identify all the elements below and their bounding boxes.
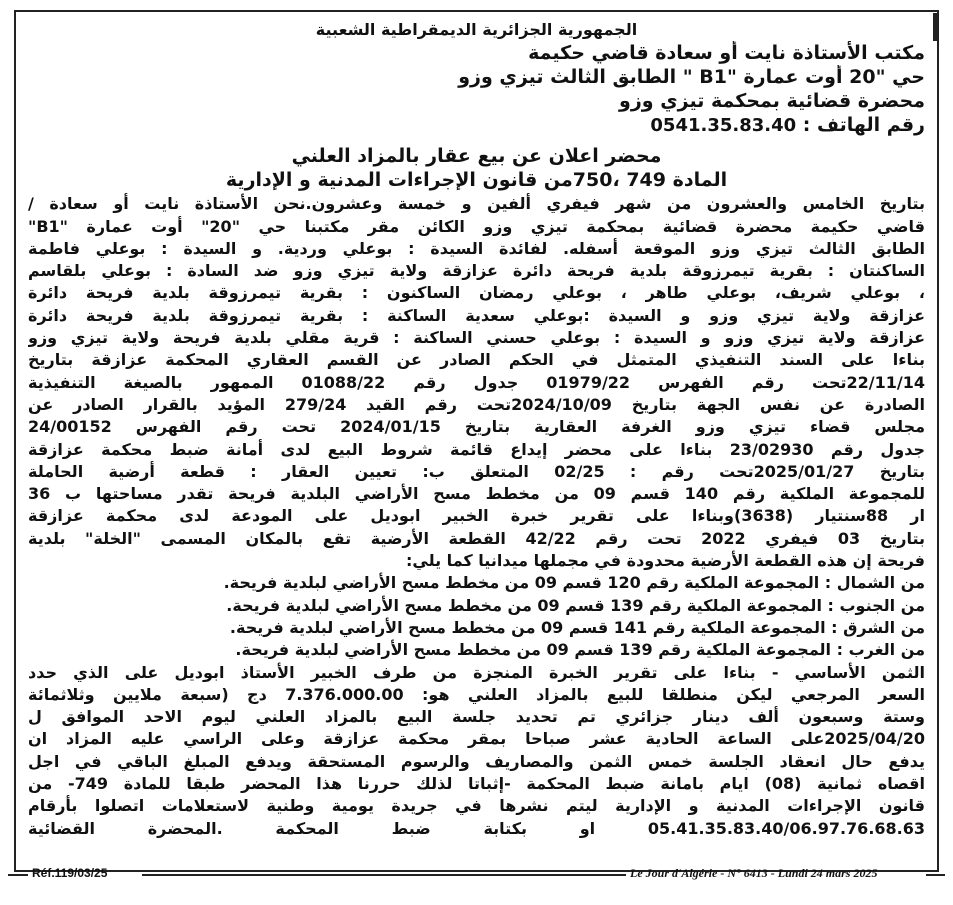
header-block	[28, 19, 925, 138]
body-line: بناءا على السند التنفيذي المتمثل في الحكم الصادر عن القسم العقاري المحكمة عزازقة بتاريخ	[28, 350, 925, 370]
republic-heading: الجمهورية الجزائرية الديمقراطية الشعبية	[315, 20, 638, 39]
body-line: قاضي حكيمة محضرة قضائية بمحكمة تيزي وزو الكائن مقر مكتبنا حي "20" أوت عمارة "B1"	[28, 216, 925, 236]
boundary-south: من الجنوب : المجموعة الملكية رقم 139 قسم 09 من مخطط مسح الأراضي لبلدية فريحة.	[226, 595, 925, 615]
publication-info: Le Jour d'Algérie - N° 6413 - Lundi 24 mars 2025	[630, 866, 878, 880]
body-line: ، بوعلي شريف، بوعلي طاهر ، بوعلي رمضان الساكنون : بقرية تيمرزوقة بلدية فريحة دائرة	[28, 283, 925, 303]
phone-label: رقم الهاتف :	[802, 114, 925, 137]
body-line: مجلس قضاء تيزي وزو الغرفة العقارية بتاريخ 2024/01/15 تحت رقم الفهرس 24/00152	[28, 417, 925, 437]
body-line: بتاريخ 2025/01/27تحت رقم : 02/25 المتعلق ب: تعيين العقار : قطعة أرضية الحاملة	[28, 461, 925, 481]
body-line: بتاريخ الخامس والعشرون من شهر فيفري ألفين و خمسة وعشرون.نحن الأستاذة نايت أو سعادة /	[28, 194, 925, 214]
contact-line: 05.41.35.83.40/06.97.76.68.63 او بكتابة ضبط المحكمة .المحضرة القضائية	[28, 818, 925, 838]
body-line: بتاريخ 03 فيفري 2022 تحت رقم 42/22 القطعة الأرضية تقع بالمكان المسمى "الخلة" بلدية	[28, 528, 925, 548]
body-line: 2025/04/20على الساعة الحادية عشر صباحا بمقر محكمة عزازقة وعلى الراسي عليه المزاد ان	[28, 729, 925, 749]
phone-line	[28, 113, 925, 138]
body-line: ار 88سنتيار (3638)وبناءا على تقرير خبرة الخبير ابوديل على المودعة لدى محكمة عزازقة	[28, 506, 925, 526]
notice-articles: المادة 749 ،750من قانون الإجراءات المدنية و الإدارية	[225, 169, 728, 192]
body-line: فريحة إن هذه القطعة الأرضية محدودة في مجملها ميدانيا كما يلي:	[405, 551, 925, 571]
notice-body	[28, 193, 925, 840]
body-line: عزازقة ولاية تيزي وزو و السيدة : بوعلي حسني الساكنة : قرية مقلي بلدية فريحة ولاية تيزي وزو	[28, 328, 925, 348]
office-address: حي "20 أوت عمارة "B1 " الطابق الثالث تيزي وزو	[458, 66, 925, 89]
office-name: مكتب الأستاذة نايت أو سعادة قاضي حكيمة	[528, 42, 925, 65]
footer	[8, 866, 945, 882]
body-line: اقصاه ثمانية (08) ايام بامانة ضبط المحكمة -إثباتا لذلك حررنا هذا المحضر طبقا للمادة 749- من	[28, 774, 925, 794]
body-line: للمجموعة الملكية رقم 140 قسم 09 من مخطط مسح الأراضي البلدية فريحة تقدر مساحتها ب 36	[28, 484, 925, 504]
footer-rule-right	[926, 874, 945, 876]
body-line: الصادرة عن نفس الجهة بتاريخ 2024/10/09تحت رقم القيد 279/24 المؤيد بالقرار الصادر عن	[28, 394, 925, 414]
boundary-east: من الشرق : المجموعة الملكية رقم 141 قسم 09 من مخطط مسح الأراضي لبلدية فريحة.	[229, 617, 925, 637]
body-line: عزازقة ولاية تيزي وزو و السيدة :بوعلي سعدية الساكنة : بقرية تيمرزوقة بلدية فريحة دائرة	[28, 305, 925, 325]
legal-notice	[14, 10, 939, 872]
reference-number: Réf.119/03/25	[32, 866, 108, 880]
office-role: محضرة قضائية بمحكمة تيزي وزو	[619, 90, 925, 113]
body-line: الساكنتان : بقرية تيمرزوقة بلدية فريحة دائرة عزازقة ولاية تيزي وزو ضد السادة : بوعلي بلقاسم	[28, 261, 925, 281]
margin-mark	[933, 13, 937, 41]
body-line: 22/11/14تحت رقم الفهرس 01979/22 جدول رقم 01088/22 الممهور بالصيغة التنفيذية	[28, 372, 925, 392]
body-line: الطابق الثالث تيزي وزو الموقعة أسفله. لفائدة السيدة : بوعلي وردية. و السيدة : بوعلي فاطمة	[28, 238, 925, 258]
footer-rule-middle	[142, 874, 626, 876]
body-line: قانون الإجراءات المدنية و الإدارية ليتم نشرها في جريدة يومية وطنية لاستعلامات اتصلوا بأرقام	[28, 796, 925, 816]
phone-number: 0541.35.83.40	[650, 115, 797, 137]
footer-rule-left	[8, 874, 28, 876]
body-line: السعر المرجعي ليكن منطلقا للبيع بالمزاد العلني هو: 7.376.000.00 دج (سبعة ملايين وثلاثمائة	[28, 684, 925, 704]
boundary-north: من الشمال : المجموعة الملكية رقم 120 قسم 09 من مخطط مسح الأراضي لبلدية فريحة.	[223, 573, 925, 593]
body-line: وستة وسبعون ألف دينار جزائري تم تحديد جلسة البيع بالمزاد العلني ليوم الاحد الموافق ل	[28, 707, 925, 727]
title-block	[28, 144, 925, 192]
body-line: جدول رقم 23/02930 بناءا على محضر إيداع قائمة شروط البيع لدى أمانة ضبط محكمة عزازقة	[28, 439, 925, 459]
notice-title: محضر اعلان عن بيع عقار بالمزاد العلني	[291, 145, 662, 168]
base-price-line: الثمن الأساسي - بناءا على تقرير الخبرة المنجزة من طرف الخبير الأستاذ ابوديل على الذي حدد	[28, 662, 925, 682]
body-line: يدفع حال انعقاد الجلسة خمس الثمن والمصاريف والرسوم المستحقة ويدفع المبلغ الباقي في اجل	[28, 751, 925, 771]
boundary-west: من الغرب : المجموعة الملكية رقم 139 قسم 09 من مخطط مسح الأراضي لبلدية فريحة.	[235, 640, 925, 660]
